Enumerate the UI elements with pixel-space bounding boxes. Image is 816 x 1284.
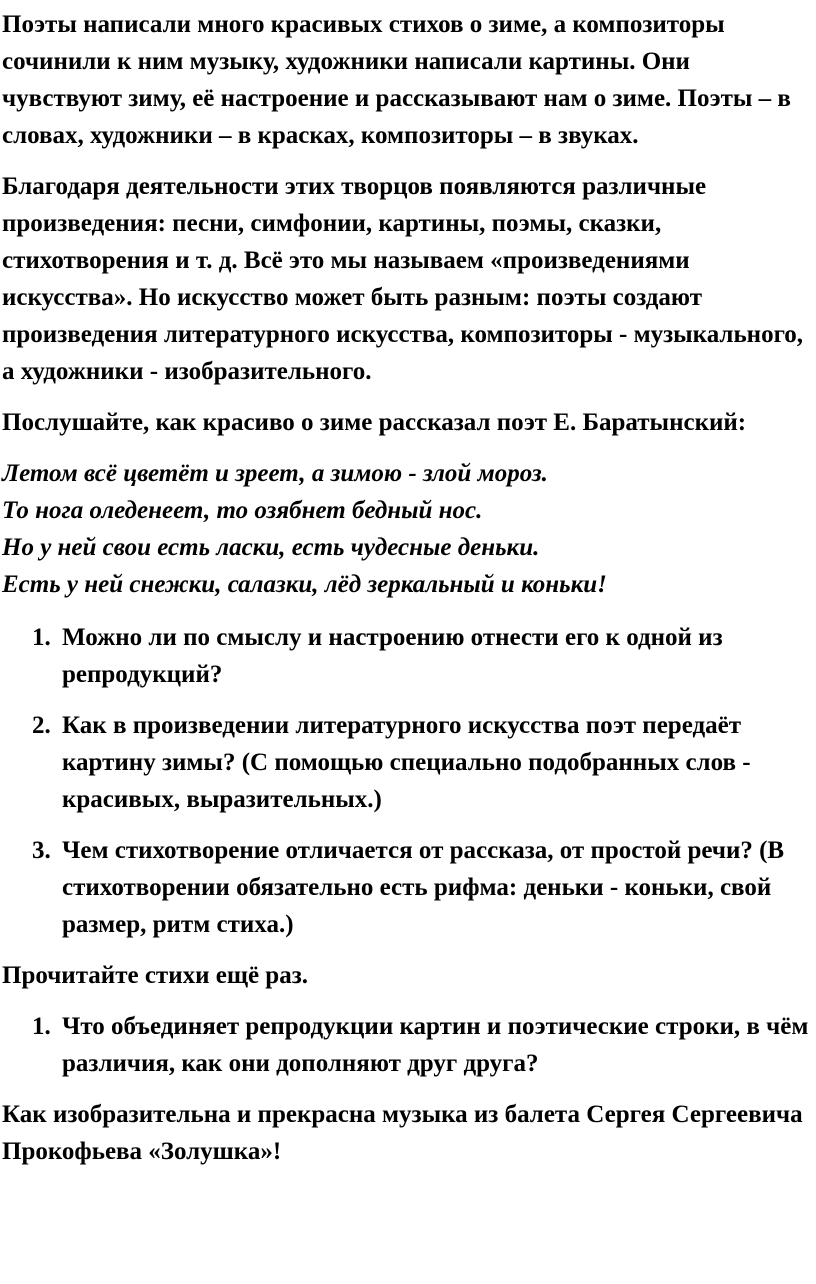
questions-list-2: [2, 1008, 812, 1082]
list-item-number: 1.: [32, 1013, 51, 1040]
poem-line: Есть у ней снежки, салазки, лёд зеркальный и коньки!: [2, 571, 607, 598]
poem-line: То нога оледенеет, то озябнет бедный нос.: [2, 497, 483, 524]
questions-list: [2, 619, 812, 943]
poem-intro-paragraph: Послушайте, как красиво о зиме рассказал поэт Е. Баратынский:: [2, 409, 747, 436]
list-item-number: 3.: [32, 837, 51, 864]
poem-line: Летом всё цветёт и зреет, а зимою - злой мороз.: [2, 460, 548, 487]
list-item: [2, 707, 812, 818]
intro-paragraph: Поэты написали много красивых стихов о зиме, а композиторы сочинили к ним музыку, художники написали картины. Они чувствуют зиму, её настроение и рассказывают нам о зиме. Поэты – в словах, художники – в красках, композиторы – в звуках.: [2, 11, 791, 149]
poem-block: [2, 455, 812, 603]
list-item-text: Что объединяет репродукции картин и поэтические строки, в чём различия, как они дополняют друг друга?: [62, 1013, 809, 1077]
list-item-text: Можно ли по смыслу и настроению отнести его к одной из репродукций?: [62, 624, 723, 688]
poem-line: Но у ней свои есть ласки, есть чудесные деньки.: [2, 534, 540, 561]
reread-instruction: Прочитайте стихи ещё раз.: [2, 962, 309, 989]
list-item-number: 1.: [32, 624, 51, 651]
list-item: [2, 619, 812, 693]
closing-paragraph: Как изобразительна и прекрасна музыка из балета Сергея Сергеевича Прокофьева «Золушка»!: [2, 1101, 803, 1165]
list-item-text: Чем стихотворение отличается от рассказа, от простой речи? (В стихотворении обязательно есть рифма: деньки - коньки, свой размер, ритм стиха.): [62, 837, 785, 938]
list-item-text: Как в произведении литературного искусства поэт передаёт картину зимы? (С помощью специально подобранных слов - красивых, выразительных.): [62, 712, 751, 813]
art-types-paragraph: Благодаря деятельности этих творцов появляются различные произведения: песни, симфонии, картины, поэмы, сказки, стихотворения и т. д. Всё это мы называем «произведениями искусства». Но искусство может быть разным: поэты создают произведения литературного искусства, композиторы - музыкального, а художники - изобразительного.: [2, 173, 804, 385]
list-item: [2, 832, 812, 943]
list-item: [2, 1008, 812, 1082]
list-item-number: 2.: [32, 712, 51, 739]
